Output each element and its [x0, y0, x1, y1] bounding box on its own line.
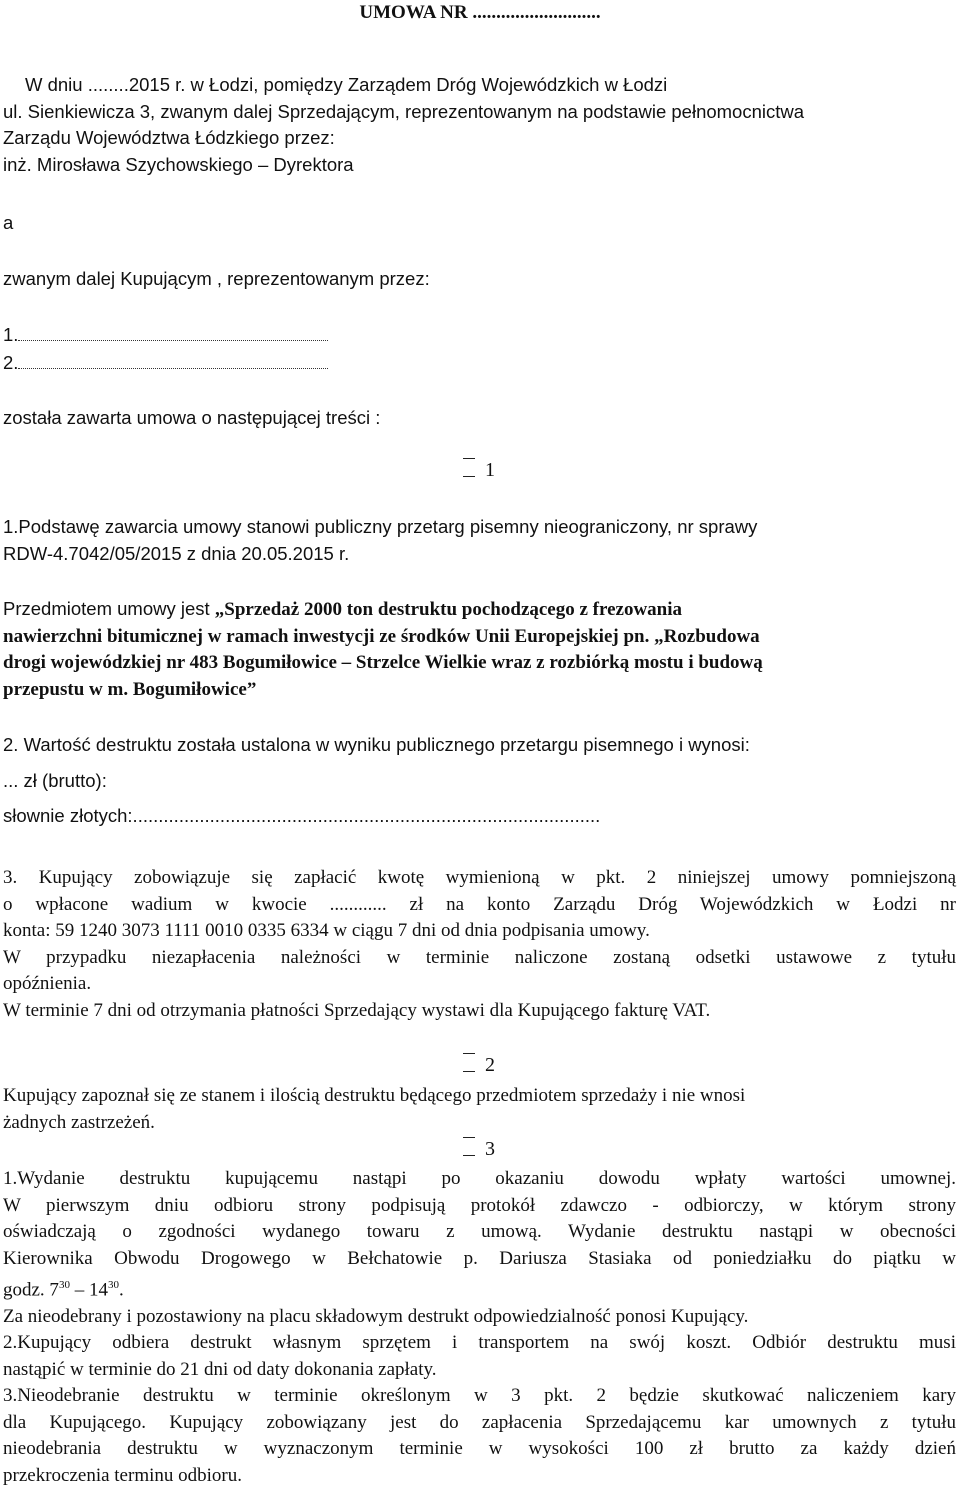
section-3-heading	[463, 1137, 495, 1161]
rep-1-blank	[18, 326, 328, 341]
section-sign-icon	[463, 458, 473, 476]
intro-and: a	[3, 212, 14, 233]
rep-2-label: 2.	[3, 352, 19, 373]
representative-2	[3, 350, 956, 377]
paragraph-1	[3, 514, 956, 567]
representative-1	[3, 322, 956, 349]
p2-line-3: słownie złotych:...........................................................................................	[3, 805, 601, 826]
rep-1-label: 1.	[3, 324, 19, 345]
p3-line-5: opóźnienia.	[3, 973, 92, 994]
p1-line-2: RDW-4.7042/05/2015 z dnia 20.05.2015 r.	[3, 542, 350, 564]
s3-line-12: przekroczenia terminu odbioru.	[3, 1464, 242, 1486]
subject-bold-1: „Sprzedaż 2000 ton destruktu pochodzącego z frezowania	[214, 599, 683, 620]
p3-line-2: o wpłacone wadium w kwocie ............ zł na konto Zarządu Dróg Wojewódzkich w Łodzi nr	[3, 893, 956, 915]
rep-2-blank	[18, 354, 328, 369]
s3-hours-to-min: 30	[107, 1279, 119, 1291]
s2-line-2: żadnych zastrzeżeń.	[3, 1111, 155, 1133]
contract-title: UMOWA NR ...........................	[359, 2, 601, 23]
intro-line-3: Zarządu Województwa Łódzkiego przez:	[3, 127, 335, 148]
section-sign-icon	[463, 1053, 473, 1071]
section-3-text	[3, 1166, 956, 1489]
s3-hours-to: – 14	[69, 1279, 108, 1301]
paragraph-3	[3, 865, 956, 1024]
s3-line-11: nieodebrania destruktu w wyznaczonym terminie w wysokości 100 zł brutto za każdy dzień	[3, 1438, 956, 1460]
subject-paragraph	[3, 596, 956, 703]
s3-hours-from-min: 30	[58, 1279, 70, 1291]
subject-line-1	[3, 596, 956, 624]
s3-line-8: nastąpić w terminie do 21 dni od daty dokonania zapłaty.	[3, 1358, 437, 1380]
subject-line-2: nawierzchni bitumicznej w ramach inwestycji ze środków Unii Europejskiej pn. „Rozbudowa	[3, 625, 760, 647]
section-2-text	[3, 1083, 956, 1136]
s3-line-3: oświadczają o zgodności wydanego towaru z umową. Wydanie destruktu nastąpi w obecności	[3, 1221, 956, 1242]
intro-line-4: inż. Mirosława Szychowskiego – Dyrektora	[3, 153, 354, 175]
s3-line-5	[3, 1272, 956, 1304]
subject-line-4: przepustu w m. Bogumiłowice”	[3, 678, 257, 700]
paragraph-2	[3, 732, 956, 830]
p3-line-3: konta: 59 1240 3073 1111 0010 0335 6334 w ciągu 7 dni od dnia podpisania umowy.	[3, 920, 650, 941]
intro-parties	[3, 72, 956, 178]
s3-line-9: 3.Nieodebranie destruktu w terminie określonym w 3 pkt. 2 będzie skutkować naliczeniem kary	[3, 1385, 956, 1407]
section-2-heading	[463, 1053, 495, 1077]
p3-line-6: W terminie 7 dni od otrzymania płatności Sprzedający wystawi dla Kupującego fakturę VAT.	[3, 999, 711, 1021]
buyer-line: zwanym dalej Kupującym , reprezentowanym przez:	[3, 268, 430, 289]
subject-line-3: drogi wojewódzkiej nr 483 Bogumiłowice – Strzelce Wielkie wraz z rozbiórką mostu i budową	[3, 652, 763, 673]
s3-line-7: 2.Kupujący odbiera destrukt własnym sprzętem i transportem na swój koszt. Odbiór destruktu musi	[3, 1332, 956, 1354]
section-1-number: 1	[485, 459, 495, 481]
p3-line-1: 3. Kupujący zobowiązuje się zapłacić kwotę wymienioną w pkt. 2 niniejszej umowy pomniejszoną	[3, 867, 956, 888]
s2-line-1: Kupujący zapoznał się ze stanem i ilością destruktu będącego przedmiotem sprzedaży i nie wnosi	[3, 1085, 746, 1106]
p2-line-2: ... zł (brutto):	[3, 769, 107, 791]
s3-line-10: dla Kupującego. Kupujący zobowiązany jest do zapłacenia Sprzedającemu kar umownych z tytułu	[3, 1411, 956, 1433]
concluded-line: została zawarta umowa o następującej treści :	[3, 407, 381, 428]
p3-line-4: W przypadku niezapłacenia należności w terminie naliczone zostaną odsetki ustawowe z tytułu	[3, 946, 956, 968]
s3-line-6: Za nieodebrany i pozostawiony na placu składowym destrukt odpowiedzialność ponosi Kupujący.	[3, 1305, 749, 1327]
section-3-number: 3	[485, 1138, 495, 1160]
s3-hours-end: .	[118, 1279, 124, 1301]
p2-line-1: 2. Wartość destruktu została ustalona w wyniku publicznego przetargu pisemnego i wynosi:	[3, 734, 750, 755]
section-1-heading	[463, 458, 495, 482]
subject-prefix: Przedmiotem umowy jest	[3, 598, 215, 619]
s3-line-2: W pierwszym dniu odbioru strony podpisują protokół zdawczo - odbiorczy, w którym strony	[3, 1194, 956, 1216]
section-2-number: 2	[485, 1054, 495, 1076]
s3-hours-from: godz. 7	[3, 1279, 59, 1301]
s3-line-1: 1.Wydanie destruktu kupującemu nastąpi po okazaniu dowodu wpłaty wartości umownej.	[3, 1168, 956, 1189]
intro-line-2: ul. Sienkiewicza 3, zwanym dalej Sprzedającym, reprezentowanym na podstawie pełnomocnictwa	[3, 100, 805, 122]
section-sign-icon	[463, 1137, 473, 1155]
p1-line-1: 1.Podstawę zawarcia umowy stanowi publiczny przetarg pisemny nieograniczony, nr sprawy	[3, 516, 758, 537]
s3-line-4: Kierownika Obwodu Drogowego w Bełchatowie p. Dariusza Stasiaka od poniedziałku do piątku w	[3, 1247, 956, 1269]
intro-line-1: W dniu ........2015 r. w Łodzi, pomiędzy Zarządem Dróg Wojewódzkich w Łodzi	[25, 74, 668, 95]
